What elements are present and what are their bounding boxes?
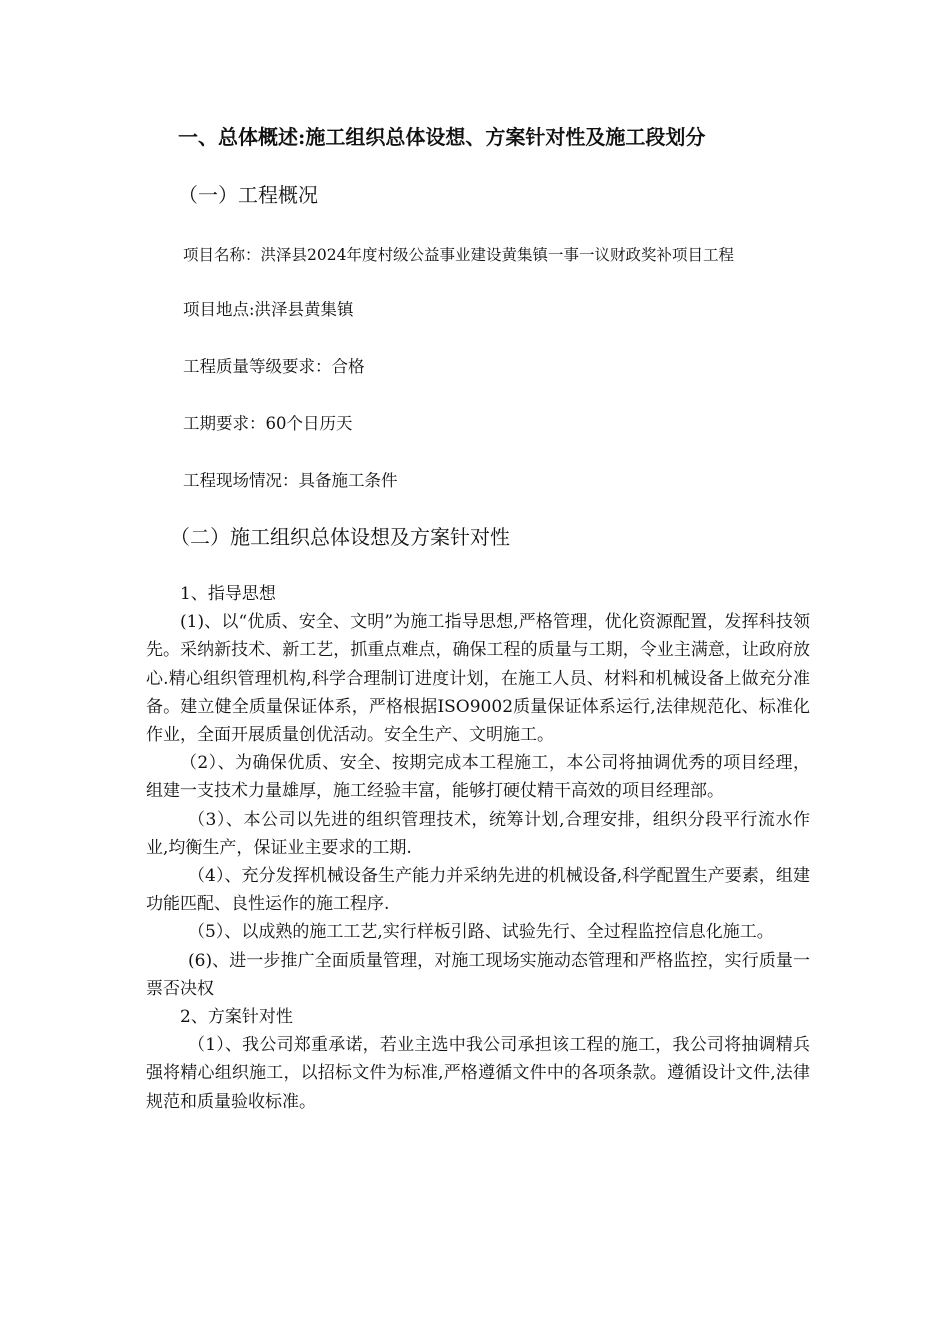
document-body — [146, 580, 810, 1116]
subheading-plan-targeting: 2、方案针对性 — [180, 1007, 293, 1028]
paragraph: （5）、以成熟的施工工艺,实行样板引路、试验先行、全过程监控信息化施工。 — [188, 922, 774, 943]
paragraph: （2）、为确保优质、安全、按期完成本工程施工，本公司将抽调优秀的项目经理，组建一支技术力量雄厚，施工经验丰富，能够打硬仗精干高效的项目经理部。 — [146, 753, 810, 802]
paragraph: （4）、充分发挥机械设备生产能力并采纳先进的机械设备,科学配置生产要素，组建功能匹配、良性运作的施工程序. — [146, 866, 810, 915]
field-quality-grade: 工程质量等级要求：合格 — [183, 357, 365, 376]
paragraph: （1）、我公司郑重承诺，若业主选中我公司承担该工程的施工，我公司将抽调精兵强将精心组织施工，以招标文件为标准,严格遵循文件中的各项条款。遵循设计文件,法律规范和质量验收标准。 — [146, 1035, 810, 1112]
field-site-condition: 工程现场情况：具备施工条件 — [183, 471, 398, 490]
field-project-location: 项目地点:洪泽县黄集镇 — [183, 300, 354, 319]
section-heading-overview: （一）工程概况 — [178, 183, 318, 207]
subheading-guiding-idea: 1、指导思想 — [180, 584, 276, 604]
document-title: 一、总体概述:施工组织总体设想、方案针对性及施工段划分 — [178, 125, 706, 149]
paragraph: (6)、进一步推广全面质量管理，对施工现场实施动态管理和严格监控，实行质量一票否决权 — [146, 950, 810, 999]
section-heading-plan: （二）施工组织总体设想及方案针对性 — [170, 525, 510, 549]
field-duration: 工期要求：60个日历天 — [183, 414, 353, 433]
paragraph: （3）、本公司以先进的组织管理技术，统筹计划,合理安排，组织分段平行流水作业,均衡生产，保证业主要求的工期. — [146, 809, 810, 858]
paragraph: (1)、以“优质、安全、文明”为施工指导思想,严格管理，优化资源配置，发挥科技领先。采纳新技术、新工艺，抓重点难点，确保工程的质量与工期，令业主满意，让政府放心.精心组织管理机构,科学合理制订进度计划，在施工人员、材料和机械设备上做充分准备。建立健全质量保证体系，严格根据ISO9002质量保证体系运行,法律规范化、标准化作业，全面开展质量创优活动。安全生产、文明施工。 — [146, 612, 810, 746]
field-project-name: 项目名称：洪泽县2024年度村级公益事业建设黄集镇一事一议财政奖补项目工程 — [183, 246, 734, 264]
